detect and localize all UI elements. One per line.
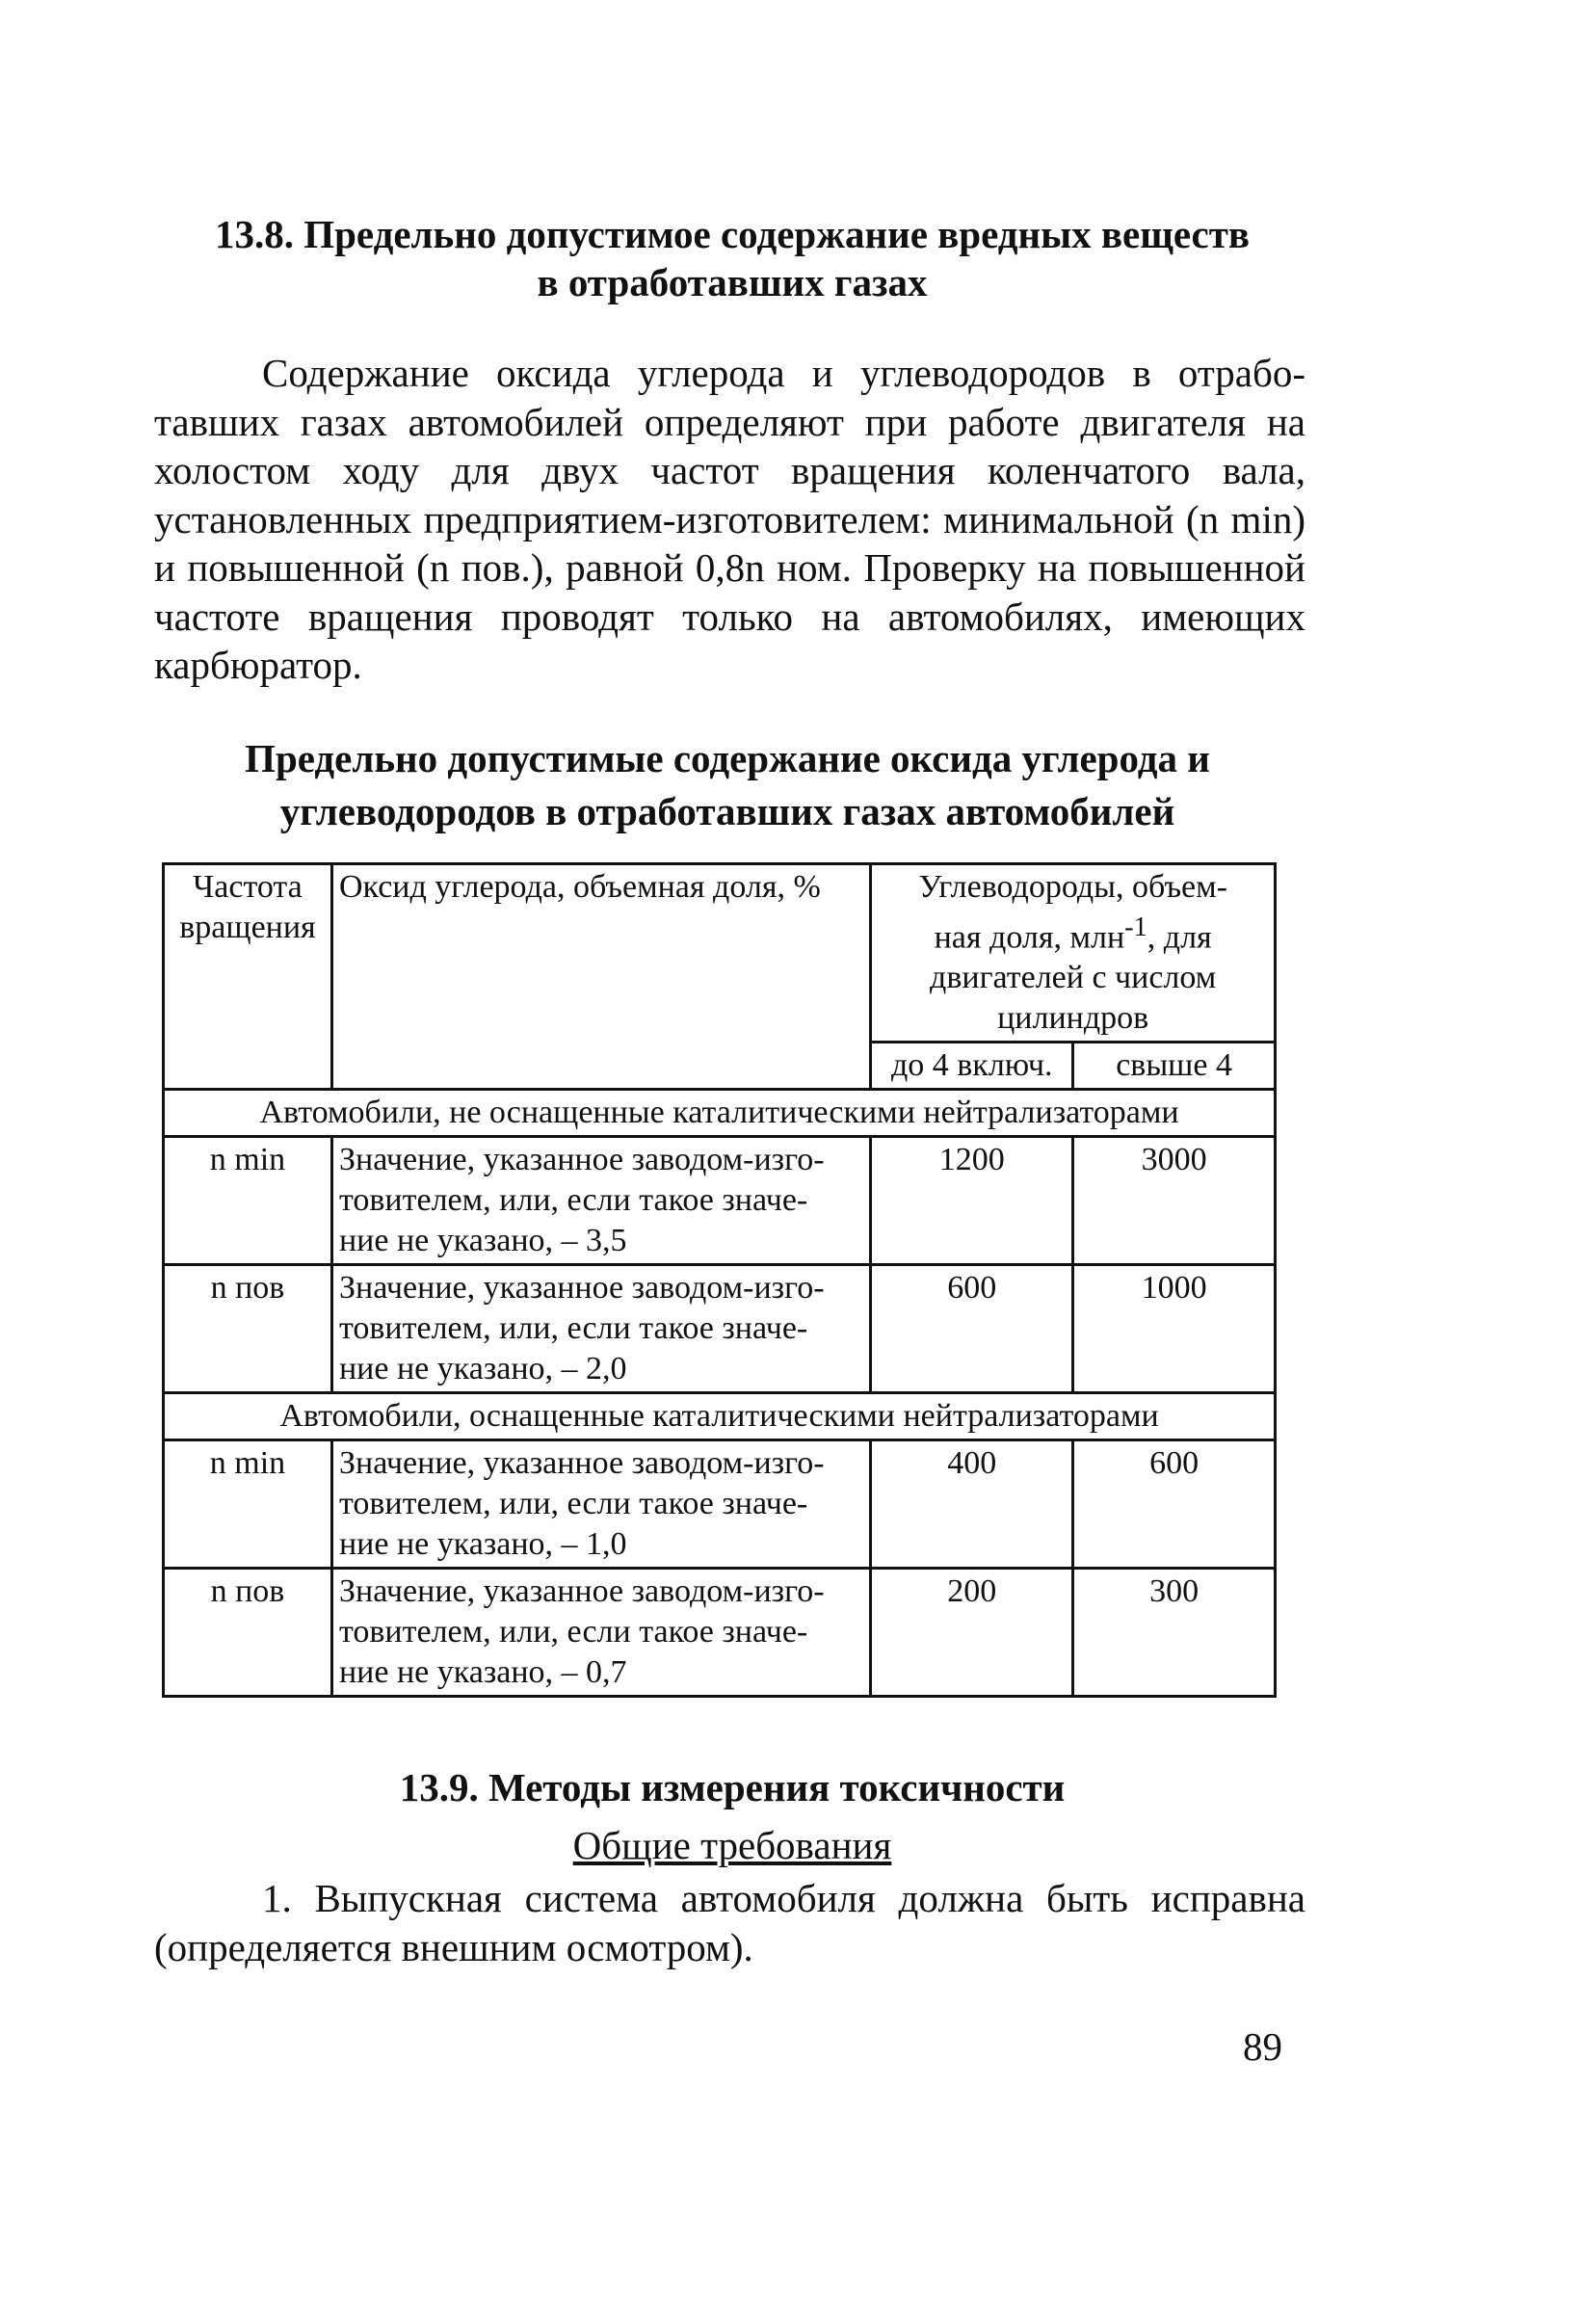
header-carbon-monoxide: Оксид углерода, объемная доля, % [331, 864, 870, 1090]
header-frequency [164, 864, 332, 1090]
cell-frequency: n min [164, 1440, 332, 1569]
cell-co-line2: товителем, или, если такое значе- [338, 1182, 808, 1219]
cell-hc-over-4: 3000 [1073, 1137, 1276, 1265]
header-hydrocarbons [871, 864, 1276, 1043]
section-heading-13-8 [154, 210, 1310, 306]
table-title [154, 732, 1301, 838]
table-row [164, 1569, 1276, 1697]
cell-co-line1: Значение, указанное заводом-изго- [338, 1142, 825, 1178]
cell-co-line3: ние не указано, – 3,5 [338, 1223, 627, 1259]
header-hc-line3: двигателей с числом [930, 960, 1217, 996]
table-row [164, 1137, 1276, 1265]
cell-hc-over-4: 1000 [1073, 1265, 1276, 1393]
group-title-no-catalyst: Автомобили, не оснащенные каталитическими нейтрализаторами [164, 1090, 1276, 1137]
cell-co-line1: Значение, указанное заводом-изго- [338, 1573, 825, 1610]
paragraph-line: частоте вращения проводят только на автомобилях, имеющих [154, 594, 1305, 639]
header-hc-line1: Углеводороды, объем- [918, 869, 1227, 905]
cell-frequency: n min [164, 1137, 332, 1265]
subheading-general-requirements: Общие требования [572, 1823, 892, 1867]
cell-frequency: n пов [164, 1569, 332, 1697]
header-hc-line2a: ная доля, млн [934, 919, 1125, 956]
cell-co-value [331, 1137, 870, 1265]
cell-co-line1: Значение, указанное заводом-изго- [338, 1445, 825, 1482]
cell-hc-up-to-4: 400 [871, 1440, 1073, 1569]
cell-hc-up-to-4: 1200 [871, 1137, 1073, 1265]
paragraph-line: 1. Выпускная система автомобиля должна быть исправна [262, 1876, 1305, 1920]
subheader-over-4: свыше 4 [1073, 1043, 1276, 1090]
table-row [164, 1440, 1276, 1569]
cell-co-value [331, 1265, 870, 1393]
header-frequency-line2: вращения [179, 910, 316, 945]
group-title-with-catalyst: Автомобили, оснащенные каталитическими нейтрализаторами [164, 1393, 1276, 1440]
header-hc-line4: цилиндров [997, 1000, 1149, 1037]
cell-frequency: n пов [164, 1265, 332, 1393]
paragraph-line: карбюратор. [154, 643, 362, 687]
page-number: 89 [1243, 2024, 1282, 2069]
group-row [164, 1393, 1276, 1440]
header-frequency-line1: Частота [193, 869, 303, 905]
paragraph-line: Содержание оксида углерода и углеводородов в отрабо- [262, 351, 1305, 395]
group-row [164, 1090, 1276, 1137]
paragraph-line: (определяется внешним осмотром). [154, 1924, 753, 1969]
section-heading-13-9: 13.9. Методы измерения токсичности [399, 1765, 1066, 1809]
subheader-up-to-4: до 4 включ. [871, 1043, 1073, 1090]
table-header-row [164, 864, 1276, 1043]
intro-paragraph [154, 349, 1305, 690]
paragraph-line: тавших газах автомобилей определяют при работе двигателя на [154, 399, 1305, 444]
cell-co-line3: ние не указано, – 2,0 [338, 1351, 627, 1387]
cell-co-line3: ние не указано, – 0,7 [338, 1654, 627, 1691]
requirements-paragraph [154, 1874, 1305, 1971]
cell-co-value [331, 1440, 870, 1569]
cell-co-line3: ние не указано, – 1,0 [338, 1526, 627, 1563]
header-hc-superscript: -1 [1124, 912, 1147, 942]
cell-co-line2: товителем, или, если такое значе- [338, 1614, 808, 1651]
paragraph-line: установленных предприятием-изготовителем: минимальной (n min) [154, 496, 1305, 541]
cell-co-value [331, 1569, 870, 1697]
cell-hc-up-to-4: 200 [871, 1569, 1073, 1697]
cell-co-line2: товителем, или, если такое значе- [338, 1310, 808, 1347]
toxicity-limits-table [162, 862, 1277, 1698]
cell-co-line2: товителем, или, если такое значе- [338, 1486, 808, 1522]
section-heading-line2: в отработавших газах [537, 260, 928, 304]
cell-hc-over-4: 600 [1073, 1440, 1276, 1569]
cell-co-line1: Значение, указанное заводом-изго- [338, 1270, 825, 1307]
table-title-line1: Предельно допустимые содержание оксида углерода и [245, 736, 1210, 780]
section-heading-line1: 13.8. Предельно допустимое содержание вредных веществ [214, 212, 1251, 256]
paragraph-line: и повышенной (n пов.), равной 0,8n ном. Проверку на повышенной [154, 545, 1305, 590]
cell-hc-up-to-4: 600 [871, 1265, 1073, 1393]
header-hc-line2b: , для [1147, 919, 1212, 956]
paragraph-line: холостом ходу для двух частот вращения коленчатого вала, [154, 448, 1305, 492]
table-row [164, 1265, 1276, 1393]
table-title-line2: углеводородов в отработавших газах автомобилей [279, 789, 1175, 833]
cell-hc-over-4: 300 [1073, 1569, 1276, 1697]
